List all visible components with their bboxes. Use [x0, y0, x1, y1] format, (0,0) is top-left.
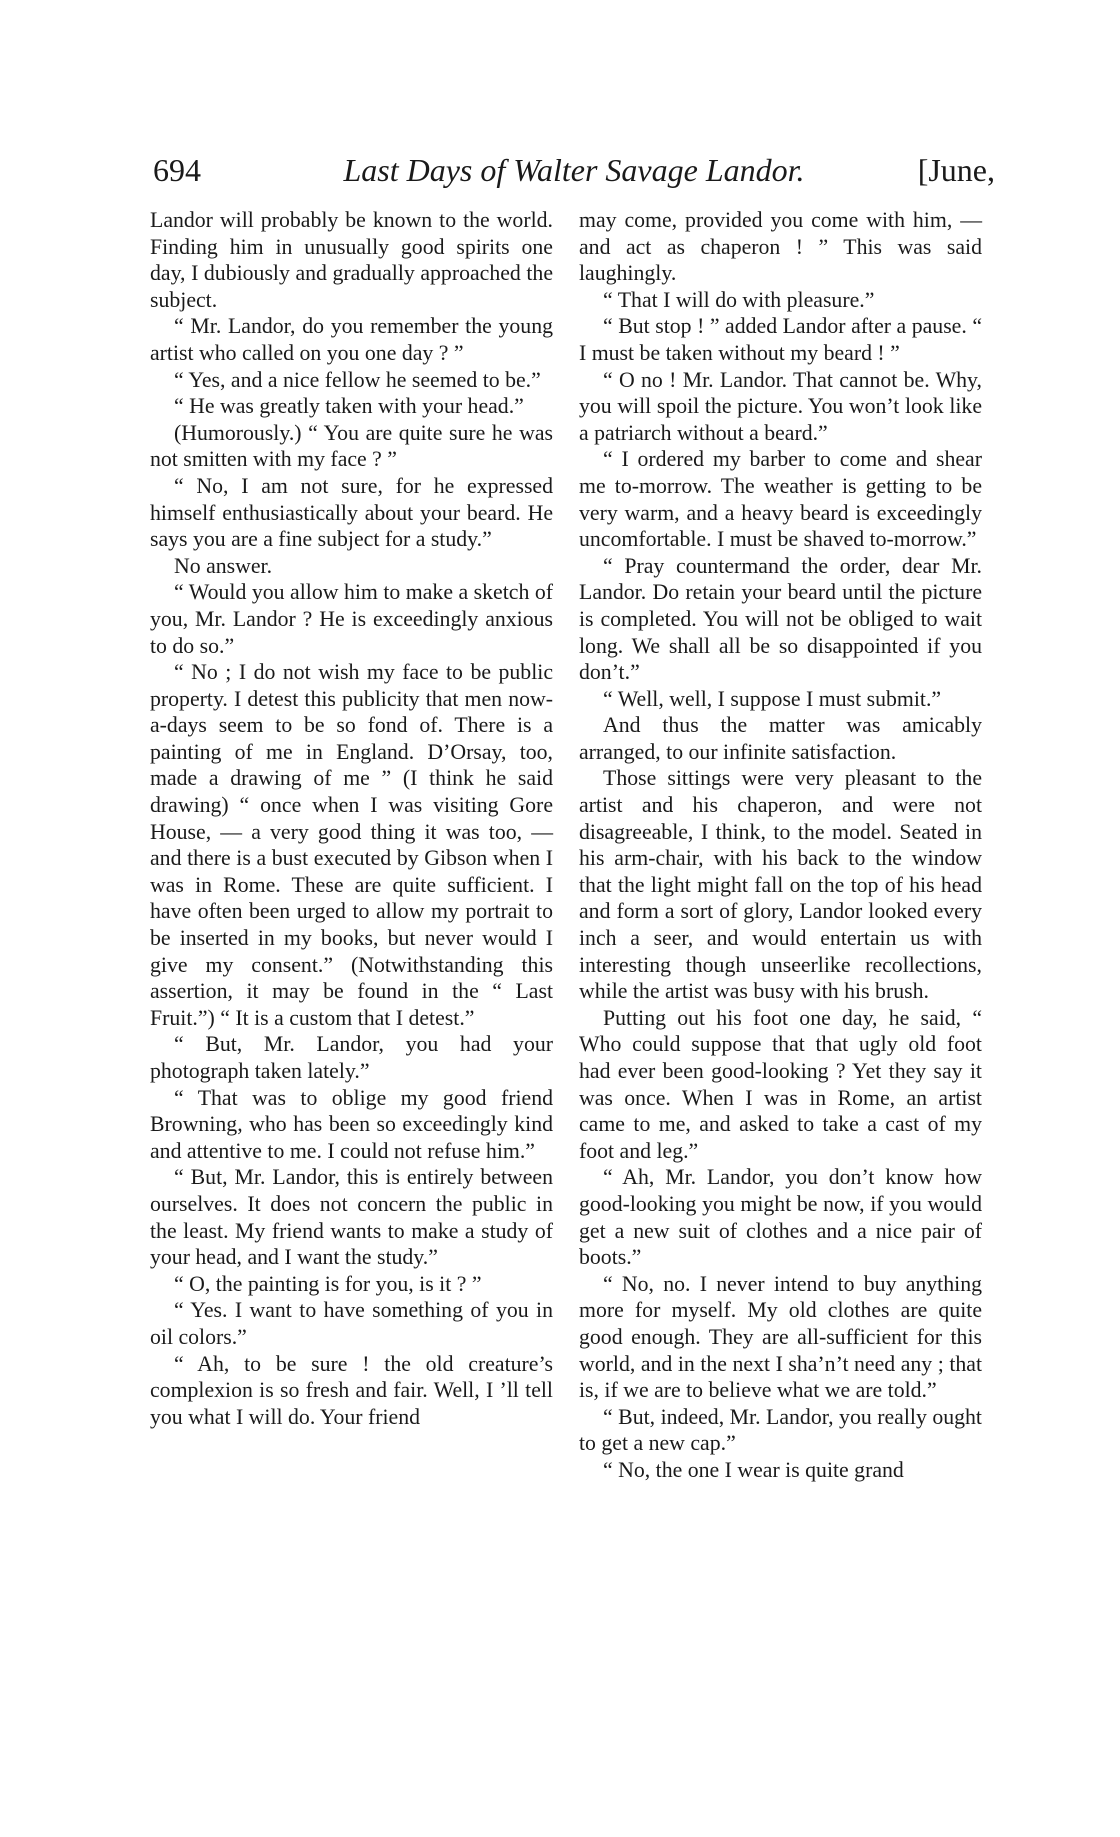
paragraph: “ But, indeed, Mr. Landor, you really ought to get a new cap.” — [579, 1404, 982, 1456]
paragraph: “ Ah, Mr. Landor, you don’t know how good-looking you might be now, if you would get a new suit of clothes and a nice pair of boots.” — [579, 1165, 982, 1270]
left-column — [150, 207, 553, 1430]
paragraph: “ Pray countermand the order, dear Mr. Landor. Do retain your beard until the picture is completed. You will not be obliged to wait long. We shall all be so disappointed if you don’t.” — [579, 553, 982, 685]
paragraph: “ Ah, to be sure ! the old creature’s complexion is so fresh and fair. Well, I ’ll tell you what I will do. Your friend — [150, 1351, 553, 1429]
paragraph: may come, provided you come with him, — and act as chaperon ! ” This was said laughingly. — [579, 208, 982, 286]
paragraph: “ No, I am not sure, for he expressed himself enthusiastically about your beard. He says you are a fine subject for a study.” — [150, 473, 553, 552]
paragraph: “ That was to oblige my good friend Browning, who has been so exceedingly kind and attentive to me. I could not refuse him.” — [150, 1085, 553, 1163]
paragraph: “ But stop ! ” added Landor after a pause. “ I must be taken without my beard ! ” — [579, 314, 982, 365]
paragraph: And thus the matter was amicably arranged, to our infinite satisfaction. — [579, 713, 982, 764]
paragraph: “ Well, well, I suppose I must submit.” — [603, 686, 942, 711]
running-header — [153, 152, 995, 200]
paragraph: Putting out his foot one day, he said, “ Who could suppose that that ugly old foot had ever been good-looking ? Yet they say it was once. When I was in Rome, an artist came to me, and asked to take a cast of my foot and leg.” — [579, 1005, 982, 1163]
page-number: 694 — [153, 152, 201, 188]
paragraph: “ Mr. Landor, do you remember the young artist who called on you one day ? ” — [150, 314, 553, 365]
paragraph: “ No, the one I wear is quite grand — [603, 1457, 904, 1482]
paragraph: No answer. — [174, 553, 273, 578]
running-title: Last Days of Walter Savage Landor. — [343, 152, 805, 188]
paragraph: (Humorously.) “ You are quite sure he was not smitten with my face ? ” — [150, 420, 553, 472]
paragraph: Landor will probably be known to the world. Finding him in unusually good spirits one day, I dubiously and gradually approached the subject. — [150, 208, 553, 312]
running-date: [June, — [917, 152, 995, 188]
paragraph: “ I ordered my barber to come and shear me to-morrow. The weather is getting to be very warm, and a heavy beard is exceedingly uncomfortable. I must be shaved to-morrow.” — [579, 447, 982, 552]
paragraph: “ But, Mr. Landor, this is entirely between ourselves. It does not concern the public in the least. My friend wants to make a study of your head, and I want the study.” — [150, 1165, 553, 1270]
paragraph: “ That I will do with pleasure.” — [603, 287, 875, 312]
paragraph: “ He was greatly taken with your head.” — [174, 394, 524, 419]
paragraph: “ O no ! Mr. Landor. That cannot be. Why, you will spoil the picture. You won’t look like a patriarch without a beard.” — [579, 367, 982, 445]
paragraph: “ No ; I do not wish my face to be public property. I detest this publicity that men now-a-days seem to be so fond of. There is a painting of me in England. D’Orsay, too, made a drawing of me ” (I think he said drawing) “ once when I was visiting Gore House, — a very good thing it was too, — and there is a bust executed by Gibson when I was in Rome. These are quite sufficient. I have often been urged to allow my portrait to be inserted in my books, but never would I give my consent.” (Notwithstanding this assertion, it may be found in the “ Last Fruit.”) “ It is a custom that I detest.” — [150, 660, 553, 1030]
paragraph: Those sittings were very pleasant to the artist and his chaperon, and were not disagreeable, I think, to the model. Seated in his arm-chair, with his back to the window that the light might fall on the top of his head and form a sort of glory, Landor looked every inch a seer, and would entertain us with interesting though unseerlike recollections, while the artist was busy with his brush. — [579, 766, 982, 1004]
paragraph: “ Yes, and a nice fellow he seemed to be.” — [174, 367, 541, 392]
paragraph: “ No, no. I never intend to buy anything more for myself. My old clothes are quite good enough. They are all-sufficient for this world, and in the next I sha’n’t need any ; that is, if we are to believe what we are told.” — [579, 1271, 982, 1403]
paragraph: “ But, Mr. Landor, you had your photograph taken lately.” — [150, 1032, 553, 1083]
paragraph: “ Yes. I want to have something of you in oil colors.” — [150, 1298, 553, 1349]
paragraph: “ Would you allow him to make a sketch of you, Mr. Landor ? He is exceedingly anxious to do so.” — [150, 580, 553, 658]
paragraph: “ O, the painting is for you, is it ? ” — [174, 1271, 482, 1296]
right-column — [579, 207, 982, 1484]
